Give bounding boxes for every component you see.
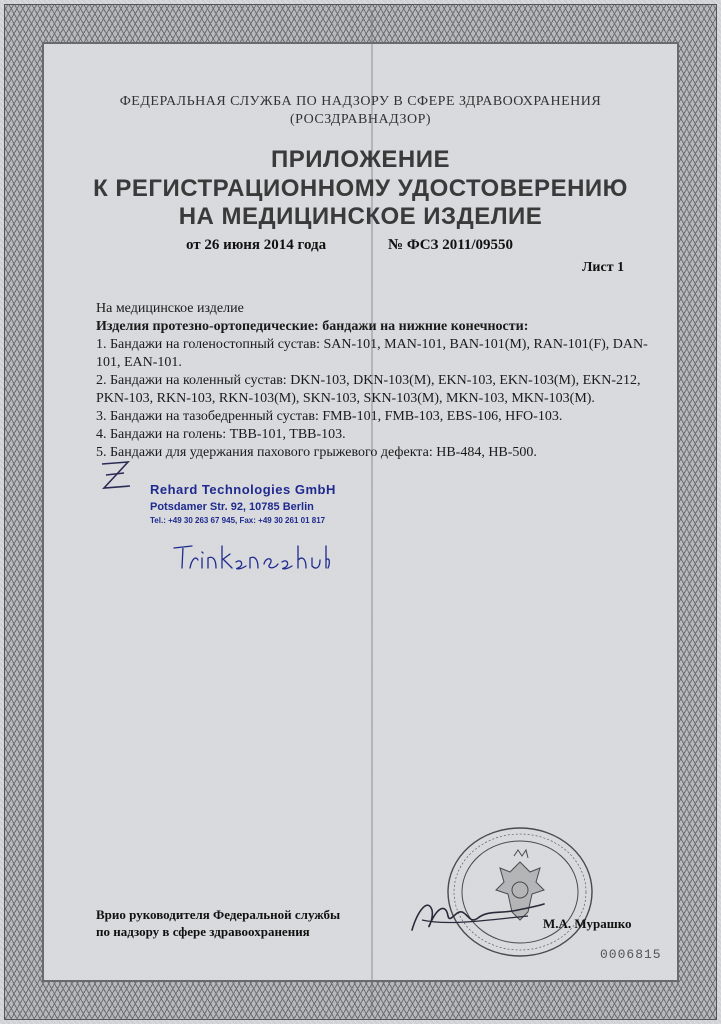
handwritten-note xyxy=(170,538,330,578)
signature xyxy=(408,880,548,940)
agency-abbreviation: (РОСЗДРАВНАДЗОР) xyxy=(289,112,432,127)
company-name: Rehard Technologies GmbH xyxy=(150,482,336,497)
device-item: 4. Бандажи на голень: TBB-101, TBB-103. xyxy=(96,427,346,442)
signer-title-line1: Врио руководителя Федеральной службы xyxy=(96,907,341,922)
handwritten-mark xyxy=(96,458,136,494)
device-item: 1. Бандажи на голеностопный сустав: SAN-101, MAN-101, BAN-101(M), RAN-101(F), DAN-101, EAN-101. xyxy=(96,337,648,370)
serial-number: 0006815 xyxy=(600,947,662,962)
sheet-number: Лист 1 xyxy=(582,260,625,275)
device-heading: Изделия протезно-ортопедические: бандажи на нижние конечности: xyxy=(96,319,529,334)
company-phones: Tel.: +49 30 263 67 945, Fax: +49 30 261 01 817 xyxy=(150,516,326,525)
device-item: 5. Бандажи для удержания пахового грыжевого дефекта: HB-484, HB-500. xyxy=(96,445,537,460)
signer-title xyxy=(96,906,340,940)
signer-title-line2: по надзору в сфере здравоохранения xyxy=(96,924,310,939)
device-item: 3. Бандажи на тазобедренный сустав: FMB-101, FMB-103, EBS-106, HFO-103. xyxy=(96,409,563,424)
doc-title-line3: НА МЕДИЦИНСКОЕ ИЗДЕЛИЕ xyxy=(178,203,543,230)
signer-name: М.А. Мурашко xyxy=(543,916,632,931)
company-address: Potsdamer Str. 92, 10785 Berlin xyxy=(150,501,314,513)
registration-number: № ФСЗ 2011/09550 xyxy=(388,237,514,253)
intro-text: На медицинское изделие xyxy=(96,301,244,316)
company-stamp xyxy=(150,482,390,525)
agency-name: ФЕДЕРАЛЬНАЯ СЛУЖБА ПО НАДЗОРУ В СФЕРЕ ЗДРАВООХРАНЕНИЯ xyxy=(119,94,602,109)
doc-title-line1: ПРИЛОЖЕНИЕ xyxy=(271,146,450,173)
device-description xyxy=(96,300,656,462)
issue-date: от 26 июня 2014 года xyxy=(186,237,327,253)
device-item: 2. Бандажи на коленный сустав: DKN-103, DKN-103(M), EKN-103, EKN-103(M), EKN-212, PKN-103, RKN-103, RKN-103(M), SKN-103, SKN-103(M), MKN-103, MKN-103(M). xyxy=(96,373,641,406)
doc-title-line2: К РЕГИСТРАЦИОННОМУ УДОСТОВЕРЕНИЮ xyxy=(93,175,628,202)
